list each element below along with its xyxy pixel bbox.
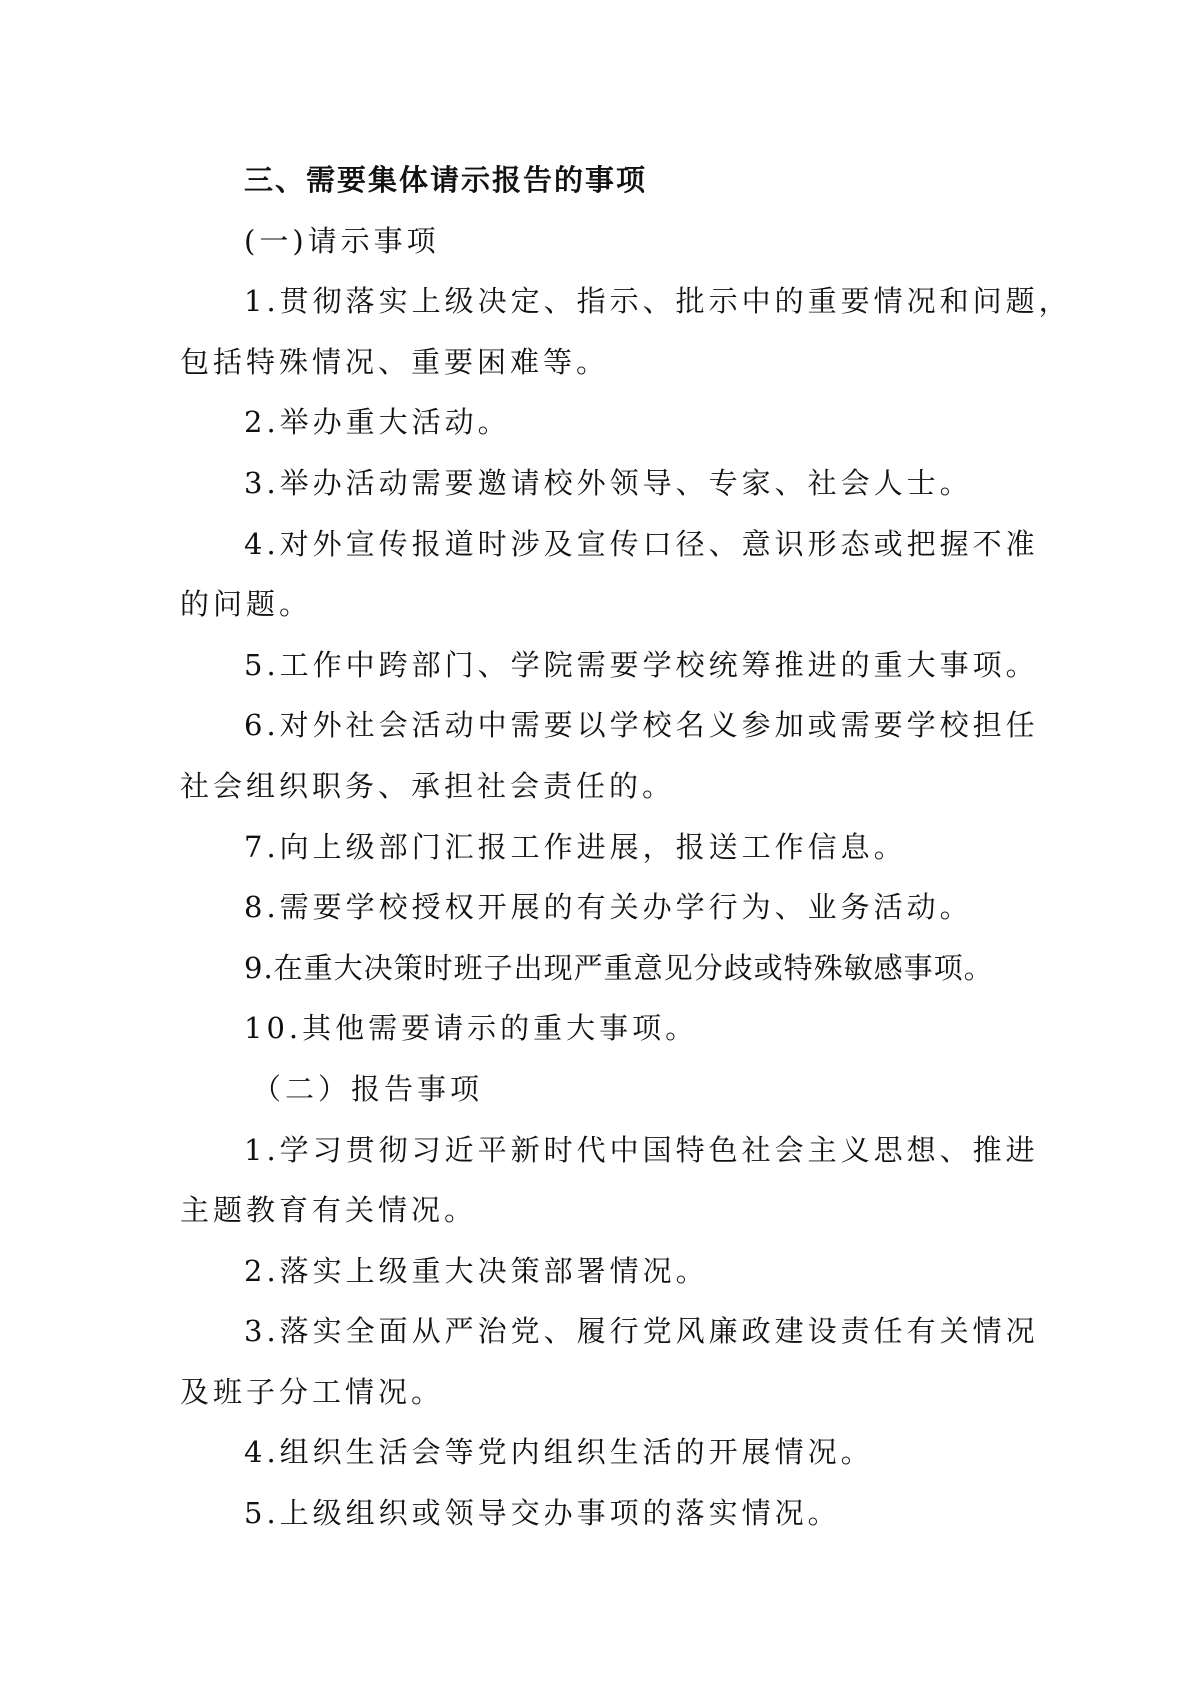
request-item-1-line-1: 1.贯彻落实上级决定、指示、批示中的重要情况和问题， [244, 284, 1072, 319]
request-item-9: 9.在重大决策时班子出现严重意见分歧或特殊敏感事项。 [244, 950, 994, 985]
report-item-1-line-1: 1.学习贯彻习近平新时代中国特色社会主义思想、推进 [244, 1132, 1039, 1167]
report-item-4: 4.组织生活会等党内组织生活的开展情况。 [244, 1435, 874, 1470]
request-item-4-line-1: 4.对外宣传报道时涉及宣传口径、意识形态或把握不准 [244, 526, 1039, 561]
request-item-4-line-2: 的问题。 [180, 587, 313, 622]
request-item-6-line-1: 6.对外社会活动中需要以学校名义参加或需要学校担任 [244, 708, 1039, 743]
report-section-title: （二）报告事项 [252, 1071, 484, 1106]
report-item-1-line-2: 主题教育有关情况。 [180, 1193, 478, 1228]
report-item-3-line-1: 3.落实全面从严治党、履行党风廉政建设责任有关情况 [244, 1314, 1039, 1349]
document-body [180, 150, 1072, 1544]
request-item-8: 8.需要学校授权开展的有关办学行为、业务活动。 [244, 890, 973, 925]
section-heading: 三、需要集体请示报告的事项 [244, 163, 648, 197]
request-item-7: 7.向上级部门汇报工作进展，报送工作信息。 [244, 829, 907, 864]
request-item-6-line-2: 社会组织职务、承担社会责任的。 [180, 768, 676, 803]
request-item-1-line-2: 包括特殊情况、重要困难等。 [180, 344, 610, 379]
request-item-5: 5.工作中跨部门、学院需要学校统筹推进的重大事项。 [244, 647, 1039, 682]
request-item-2: 2.举办重大活动。 [244, 405, 511, 440]
report-item-3-line-2: 及班子分工情况。 [180, 1374, 445, 1409]
report-item-2: 2.落实上级重大决策部署情况。 [244, 1253, 709, 1288]
request-item-10: 10.其他需要请示的重大事项。 [244, 1011, 699, 1046]
request-item-3: 3.举办活动需要邀请校外领导、专家、社会人士。 [244, 465, 973, 500]
report-item-5: 5.上级组织或领导交办事项的落实情况。 [244, 1496, 841, 1531]
request-section-title: (一)请示事项 [244, 223, 440, 258]
